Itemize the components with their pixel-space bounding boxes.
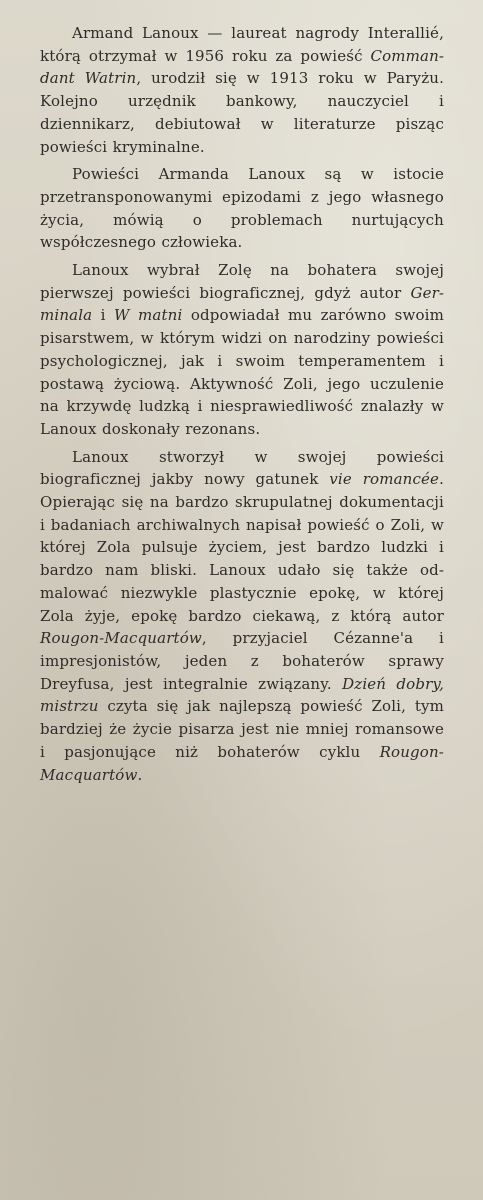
text-run: . Opierając się na bardzo skrupulatnej dokumentacji i badaniach archiwalnych napisał powieść o Zoli, w której Zola pulsuje życiem, jest bardzo ludzki i bardzo nam bliski. Lanoux udało się także odmalować niezwykle plastycznie epokę, w której Zola żyje, epokę bardzo ciekawą, z którą autor <box>40 470 444 625</box>
paragraph-2 <box>40 163 444 254</box>
text-run: Lanoux stworzył w swojej powieści biograficznej jakby nowy gatunek <box>40 447 444 489</box>
italic-title-text: Rougon-Macquartów <box>40 742 444 784</box>
italic-title-text: Rougon-Macquartów <box>40 629 202 648</box>
text-run: czyta się jak najlepszą powieść Zoli, tym bardziej że życie pisarza jest nie mniej romansowe i pasjonujące niż bohaterów cyklu <box>40 697 444 761</box>
text-run: Armand Lanoux — laureat nagrody Interallié, którą otrzymał w 1956 roku za powieść <box>40 24 444 65</box>
paragraph-4 <box>40 446 444 787</box>
text-run: i <box>92 306 115 325</box>
text-run: . <box>137 765 143 784</box>
italic-title-text: Germinala <box>40 283 444 325</box>
paragraph-3 <box>40 259 444 441</box>
text-run: , urodził się w 1913 roku w Paryżu. Kolejno urzędnik bankowy, nauczyciel i dziennikarz, debiutował w literaturze pisząc powieści kryminalne. <box>40 69 444 156</box>
body-text <box>40 22 444 786</box>
text-run: Lanoux wybrał Zolę na bohatera swojej pierwszej powieści biograficznej, gdyż autor <box>40 261 444 302</box>
italic-title-text: Commandant Watrin <box>40 46 444 88</box>
italic-title-text: Dzień dobry, mistrzu <box>40 674 444 716</box>
text-run: odpowiadał mu zarówno swoim pisarstwem, w którym widzi on narodziny powieści psychologicznej, jak i swoim temperamentem i postawą życiową. Aktywność Zoli, jego uczulenie na krzywdę ludzką i niesprawiedliwość znalazły w Lanoux doskonały rezonans. <box>40 306 444 438</box>
italic-title-text: vie romancée <box>329 470 440 489</box>
text-run: Powieści Armanda Lanoux są w istocie przetransponowanymi epizodami z jego własnego życia, mówią o problemach nurtujących współczesnego człowieka. <box>40 165 444 252</box>
italic-title-text: W matni <box>114 306 183 325</box>
text-run: , przyjaciel Cézanne'a i impresjonistów, jeden z bohaterów sprawy Dreyfusa, jest integralnie związany. <box>40 629 444 693</box>
paragraph-1 <box>40 22 444 158</box>
